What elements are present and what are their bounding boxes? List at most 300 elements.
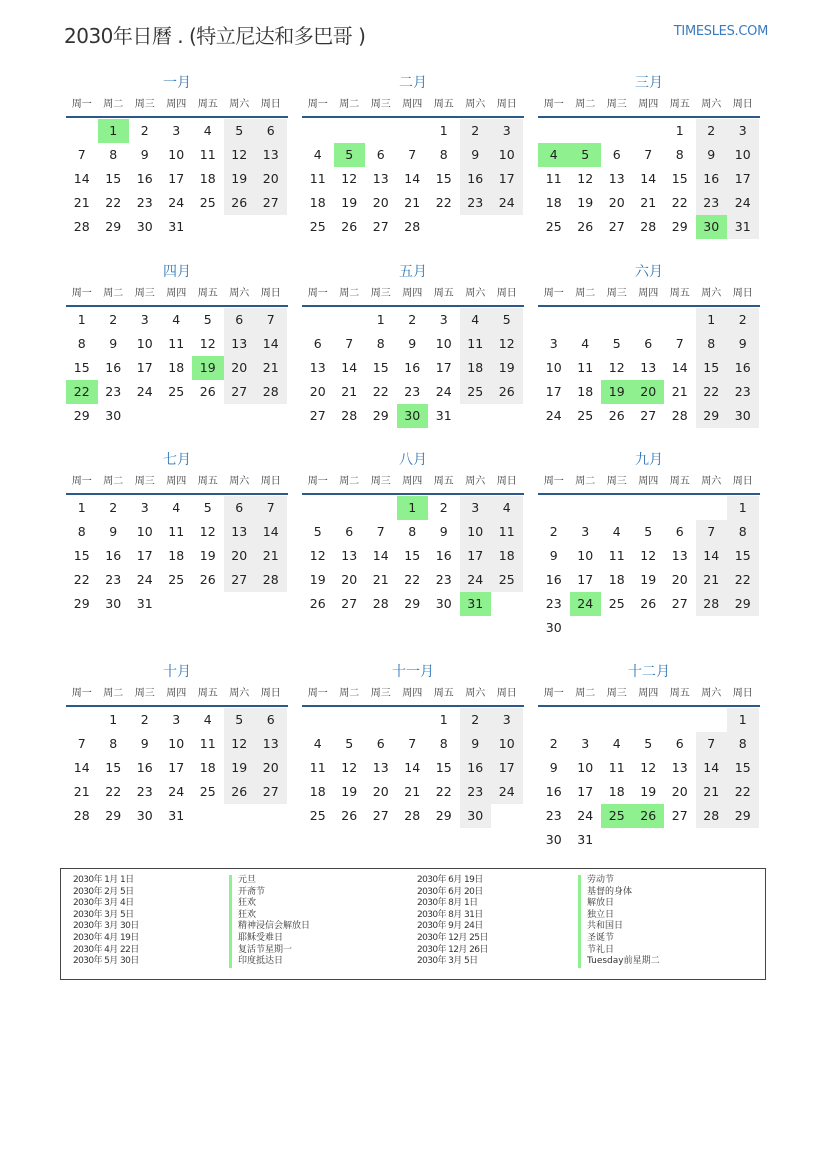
- day-cell[interactable]: 16: [545, 572, 562, 587]
- day-cell[interactable]: 8: [675, 147, 684, 162]
- day-cell[interactable]: 18: [309, 195, 326, 210]
- holiday-day-cell[interactable]: 30: [696, 215, 728, 239]
- holiday-day-cell[interactable]: 19: [601, 380, 633, 404]
- day-cell[interactable]: 30: [545, 832, 562, 847]
- day-cell[interactable]: 20: [341, 572, 358, 587]
- day-cell[interactable]: 21: [404, 195, 421, 210]
- day-cell[interactable]: 25: [309, 219, 326, 234]
- day-cell[interactable]: 4: [172, 500, 181, 515]
- day-cell[interactable]: 17: [435, 360, 452, 375]
- day-cell[interactable]: 30: [105, 596, 122, 611]
- day-cell[interactable]: 9: [109, 524, 118, 539]
- day-cell[interactable]: 21: [255, 544, 287, 568]
- day-cell[interactable]: 23: [727, 380, 759, 404]
- day-cell[interactable]: 12: [341, 760, 358, 775]
- day-cell[interactable]: 18: [577, 384, 594, 399]
- day-cell[interactable]: 9: [109, 336, 118, 351]
- day-cell[interactable]: 13: [372, 171, 389, 186]
- day-cell[interactable]: 24: [136, 384, 153, 399]
- day-cell[interactable]: 2: [460, 708, 492, 732]
- day-cell[interactable]: 10: [545, 360, 562, 375]
- day-cell[interactable]: 2: [460, 119, 492, 143]
- day-cell[interactable]: 24: [491, 780, 523, 804]
- day-cell[interactable]: 20: [372, 195, 389, 210]
- day-cell[interactable]: 5: [644, 524, 653, 539]
- day-cell[interactable]: 13: [224, 520, 256, 544]
- day-cell[interactable]: 7: [675, 336, 684, 351]
- day-cell[interactable]: 23: [105, 572, 122, 587]
- day-cell[interactable]: 12: [199, 524, 216, 539]
- day-cell[interactable]: 13: [608, 171, 625, 186]
- day-cell[interactable]: 30: [460, 804, 492, 828]
- day-cell[interactable]: 20: [309, 384, 326, 399]
- day-cell[interactable]: 20: [224, 356, 256, 380]
- day-cell[interactable]: 27: [255, 191, 287, 215]
- day-cell[interactable]: 6: [376, 736, 385, 751]
- day-cell[interactable]: 10: [168, 147, 185, 162]
- day-cell[interactable]: 3: [140, 312, 149, 327]
- day-cell[interactable]: 29: [105, 808, 122, 823]
- day-cell[interactable]: 18: [545, 195, 562, 210]
- day-cell[interactable]: 23: [460, 191, 492, 215]
- day-cell[interactable]: 19: [309, 572, 326, 587]
- day-cell[interactable]: 12: [640, 548, 657, 563]
- day-cell[interactable]: 31: [727, 215, 759, 239]
- day-cell[interactable]: 7: [376, 524, 385, 539]
- day-cell[interactable]: 15: [435, 760, 452, 775]
- day-cell[interactable]: 24: [727, 191, 759, 215]
- day-cell[interactable]: 3: [439, 312, 448, 327]
- day-cell[interactable]: 5: [644, 736, 653, 751]
- day-cell[interactable]: 31: [168, 219, 185, 234]
- day-cell[interactable]: 24: [168, 195, 185, 210]
- day-cell[interactable]: 15: [404, 548, 421, 563]
- day-cell[interactable]: 5: [224, 119, 256, 143]
- day-cell[interactable]: 13: [309, 360, 326, 375]
- day-cell[interactable]: 21: [255, 356, 287, 380]
- day-cell[interactable]: 15: [727, 756, 759, 780]
- day-cell[interactable]: 13: [341, 548, 358, 563]
- day-cell[interactable]: 16: [105, 548, 122, 563]
- day-cell[interactable]: 27: [640, 408, 657, 423]
- day-cell[interactable]: 16: [136, 171, 153, 186]
- day-cell[interactable]: 1: [109, 712, 118, 727]
- day-cell[interactable]: 20: [671, 572, 688, 587]
- day-cell[interactable]: 27: [608, 219, 625, 234]
- day-cell[interactable]: 28: [696, 592, 728, 616]
- day-cell[interactable]: 4: [203, 123, 212, 138]
- holiday-day-cell[interactable]: 5: [570, 143, 602, 167]
- day-cell[interactable]: 24: [168, 784, 185, 799]
- day-cell[interactable]: 17: [545, 384, 562, 399]
- day-cell[interactable]: 27: [224, 380, 256, 404]
- day-cell[interactable]: 21: [640, 195, 657, 210]
- day-cell[interactable]: 16: [460, 756, 492, 780]
- day-cell[interactable]: 28: [255, 568, 287, 592]
- day-cell[interactable]: 2: [727, 308, 759, 332]
- day-cell[interactable]: 29: [73, 408, 90, 423]
- day-cell[interactable]: 30: [136, 808, 153, 823]
- day-cell[interactable]: 14: [671, 360, 688, 375]
- day-cell[interactable]: 13: [372, 760, 389, 775]
- day-cell[interactable]: 28: [372, 596, 389, 611]
- day-cell[interactable]: 28: [73, 219, 90, 234]
- day-cell[interactable]: 25: [545, 219, 562, 234]
- day-cell[interactable]: 9: [696, 143, 728, 167]
- day-cell[interactable]: 4: [172, 312, 181, 327]
- day-cell[interactable]: 2: [549, 524, 558, 539]
- day-cell[interactable]: 10: [460, 520, 492, 544]
- holiday-day-cell[interactable]: 30: [397, 404, 429, 428]
- day-cell[interactable]: 3: [460, 496, 492, 520]
- day-cell[interactable]: 7: [644, 147, 653, 162]
- day-cell[interactable]: 1: [439, 123, 448, 138]
- day-cell[interactable]: 19: [640, 784, 657, 799]
- day-cell[interactable]: 10: [435, 336, 452, 351]
- day-cell[interactable]: 25: [168, 572, 185, 587]
- day-cell[interactable]: 6: [675, 524, 684, 539]
- day-cell[interactable]: 21: [73, 195, 90, 210]
- day-cell[interactable]: 18: [608, 784, 625, 799]
- day-cell[interactable]: 18: [168, 548, 185, 563]
- day-cell[interactable]: 17: [460, 544, 492, 568]
- day-cell[interactable]: 6: [255, 708, 287, 732]
- day-cell[interactable]: 11: [608, 548, 625, 563]
- day-cell[interactable]: 28: [671, 408, 688, 423]
- day-cell[interactable]: 28: [404, 808, 421, 823]
- day-cell[interactable]: 20: [372, 784, 389, 799]
- day-cell[interactable]: 14: [255, 520, 287, 544]
- day-cell[interactable]: 23: [136, 784, 153, 799]
- holiday-day-cell[interactable]: 26: [633, 804, 665, 828]
- day-cell[interactable]: 26: [199, 572, 216, 587]
- day-cell[interactable]: 10: [136, 336, 153, 351]
- day-cell[interactable]: 11: [491, 520, 523, 544]
- day-cell[interactable]: 25: [168, 384, 185, 399]
- day-cell[interactable]: 23: [460, 780, 492, 804]
- day-cell[interactable]: 16: [404, 360, 421, 375]
- day-cell[interactable]: 28: [73, 808, 90, 823]
- day-cell[interactable]: 15: [727, 544, 759, 568]
- day-cell[interactable]: 2: [140, 123, 149, 138]
- day-cell[interactable]: 4: [313, 147, 322, 162]
- day-cell[interactable]: 8: [727, 732, 759, 756]
- day-cell[interactable]: 27: [309, 408, 326, 423]
- day-cell[interactable]: 18: [608, 572, 625, 587]
- day-cell[interactable]: 26: [309, 596, 326, 611]
- day-cell[interactable]: 21: [372, 572, 389, 587]
- day-cell[interactable]: 18: [199, 760, 216, 775]
- day-cell[interactable]: 14: [255, 332, 287, 356]
- day-cell[interactable]: 6: [224, 308, 256, 332]
- day-cell[interactable]: 14: [372, 548, 389, 563]
- day-cell[interactable]: 21: [671, 384, 688, 399]
- day-cell[interactable]: 7: [255, 496, 287, 520]
- day-cell[interactable]: 2: [140, 712, 149, 727]
- day-cell[interactable]: 24: [460, 568, 492, 592]
- holiday-day-cell[interactable]: 31: [460, 592, 492, 616]
- day-cell[interactable]: 22: [435, 195, 452, 210]
- day-cell[interactable]: 27: [671, 596, 688, 611]
- day-cell[interactable]: 14: [404, 760, 421, 775]
- day-cell[interactable]: 12: [309, 548, 326, 563]
- day-cell[interactable]: 1: [727, 708, 759, 732]
- day-cell[interactable]: 3: [581, 736, 590, 751]
- day-cell[interactable]: 7: [696, 732, 728, 756]
- day-cell[interactable]: 9: [727, 332, 759, 356]
- day-cell[interactable]: 5: [203, 312, 212, 327]
- day-cell[interactable]: 17: [727, 167, 759, 191]
- holiday-day-cell[interactable]: 5: [334, 143, 366, 167]
- day-cell[interactable]: 28: [640, 219, 657, 234]
- day-cell[interactable]: 15: [105, 760, 122, 775]
- day-cell[interactable]: 21: [404, 784, 421, 799]
- day-cell[interactable]: 28: [255, 380, 287, 404]
- day-cell[interactable]: 22: [105, 195, 122, 210]
- day-cell[interactable]: 21: [696, 568, 728, 592]
- day-cell[interactable]: 21: [696, 780, 728, 804]
- day-cell[interactable]: 29: [105, 219, 122, 234]
- day-cell[interactable]: 17: [168, 760, 185, 775]
- day-cell[interactable]: 5: [612, 336, 621, 351]
- day-cell[interactable]: 27: [255, 780, 287, 804]
- day-cell[interactable]: 6: [255, 119, 287, 143]
- day-cell[interactable]: 5: [491, 308, 523, 332]
- day-cell[interactable]: 8: [109, 736, 118, 751]
- holiday-day-cell[interactable]: 25: [601, 804, 633, 828]
- day-cell[interactable]: 7: [77, 736, 86, 751]
- day-cell[interactable]: 7: [696, 520, 728, 544]
- day-cell[interactable]: 10: [168, 736, 185, 751]
- day-cell[interactable]: 1: [77, 312, 86, 327]
- day-cell[interactable]: 24: [136, 572, 153, 587]
- day-cell[interactable]: 6: [644, 336, 653, 351]
- day-cell[interactable]: 9: [140, 736, 149, 751]
- day-cell[interactable]: 1: [439, 712, 448, 727]
- day-cell[interactable]: 8: [727, 520, 759, 544]
- day-cell[interactable]: 8: [77, 336, 86, 351]
- day-cell[interactable]: 1: [696, 308, 728, 332]
- day-cell[interactable]: 29: [671, 219, 688, 234]
- holiday-day-cell[interactable]: 20: [633, 380, 665, 404]
- day-cell[interactable]: 4: [612, 524, 621, 539]
- day-cell[interactable]: 26: [577, 219, 594, 234]
- day-cell[interactable]: 16: [435, 548, 452, 563]
- day-cell[interactable]: 6: [376, 147, 385, 162]
- day-cell[interactable]: 15: [105, 171, 122, 186]
- day-cell[interactable]: 17: [577, 572, 594, 587]
- day-cell[interactable]: 6: [345, 524, 354, 539]
- day-cell[interactable]: 29: [727, 592, 759, 616]
- day-cell[interactable]: 8: [408, 524, 417, 539]
- day-cell[interactable]: 11: [577, 360, 594, 375]
- day-cell[interactable]: 11: [545, 171, 562, 186]
- day-cell[interactable]: 4: [581, 336, 590, 351]
- day-cell[interactable]: 19: [224, 756, 256, 780]
- day-cell[interactable]: 11: [199, 736, 216, 751]
- day-cell[interactable]: 12: [491, 332, 523, 356]
- day-cell[interactable]: 12: [199, 336, 216, 351]
- day-cell[interactable]: 31: [435, 408, 452, 423]
- day-cell[interactable]: 15: [73, 360, 90, 375]
- day-cell[interactable]: 17: [491, 167, 523, 191]
- day-cell[interactable]: 23: [545, 596, 562, 611]
- day-cell[interactable]: 23: [404, 384, 421, 399]
- day-cell[interactable]: 7: [255, 308, 287, 332]
- day-cell[interactable]: 20: [671, 784, 688, 799]
- day-cell[interactable]: 23: [696, 191, 728, 215]
- day-cell[interactable]: 10: [577, 548, 594, 563]
- day-cell[interactable]: 14: [696, 756, 728, 780]
- day-cell[interactable]: 21: [341, 384, 358, 399]
- day-cell[interactable]: 5: [203, 500, 212, 515]
- holiday-day-cell[interactable]: 4: [538, 143, 570, 167]
- day-cell[interactable]: 25: [491, 568, 523, 592]
- day-cell[interactable]: 8: [109, 147, 118, 162]
- day-cell[interactable]: 1: [376, 312, 385, 327]
- day-cell[interactable]: 22: [105, 784, 122, 799]
- day-cell[interactable]: 1: [727, 496, 759, 520]
- day-cell[interactable]: 18: [491, 544, 523, 568]
- day-cell[interactable]: 15: [73, 548, 90, 563]
- day-cell[interactable]: 2: [549, 736, 558, 751]
- day-cell[interactable]: 4: [491, 496, 523, 520]
- day-cell[interactable]: 7: [77, 147, 86, 162]
- day-cell[interactable]: 29: [372, 408, 389, 423]
- day-cell[interactable]: 30: [136, 219, 153, 234]
- day-cell[interactable]: 26: [640, 596, 657, 611]
- day-cell[interactable]: 9: [408, 336, 417, 351]
- day-cell[interactable]: 18: [168, 360, 185, 375]
- day-cell[interactable]: 22: [73, 572, 90, 587]
- day-cell[interactable]: 26: [224, 191, 256, 215]
- day-cell[interactable]: 13: [255, 143, 287, 167]
- day-cell[interactable]: 22: [671, 195, 688, 210]
- day-cell[interactable]: 17: [491, 756, 523, 780]
- day-cell[interactable]: 12: [640, 760, 657, 775]
- day-cell[interactable]: 16: [136, 760, 153, 775]
- day-cell[interactable]: 16: [545, 784, 562, 799]
- day-cell[interactable]: 6: [675, 736, 684, 751]
- day-cell[interactable]: 23: [545, 808, 562, 823]
- day-cell[interactable]: 27: [341, 596, 358, 611]
- day-cell[interactable]: 25: [460, 380, 492, 404]
- day-cell[interactable]: 27: [671, 808, 688, 823]
- day-cell[interactable]: 17: [168, 171, 185, 186]
- day-cell[interactable]: 10: [577, 760, 594, 775]
- day-cell[interactable]: 13: [255, 732, 287, 756]
- day-cell[interactable]: 28: [404, 219, 421, 234]
- day-cell[interactable]: 11: [309, 171, 326, 186]
- day-cell[interactable]: 25: [199, 195, 216, 210]
- day-cell[interactable]: 26: [491, 380, 523, 404]
- day-cell[interactable]: 16: [460, 167, 492, 191]
- day-cell[interactable]: 27: [372, 808, 389, 823]
- day-cell[interactable]: 3: [140, 500, 149, 515]
- day-cell[interactable]: 13: [224, 332, 256, 356]
- day-cell[interactable]: 19: [341, 784, 358, 799]
- holiday-day-cell[interactable]: 19: [192, 356, 224, 380]
- day-cell[interactable]: 16: [696, 167, 728, 191]
- day-cell[interactable]: 14: [341, 360, 358, 375]
- day-cell[interactable]: 9: [549, 760, 558, 775]
- day-cell[interactable]: 19: [577, 195, 594, 210]
- day-cell[interactable]: 30: [105, 408, 122, 423]
- day-cell[interactable]: 22: [372, 384, 389, 399]
- day-cell[interactable]: 31: [136, 596, 153, 611]
- day-cell[interactable]: 22: [404, 572, 421, 587]
- holiday-day-cell[interactable]: 24: [570, 592, 602, 616]
- day-cell[interactable]: 19: [640, 572, 657, 587]
- day-cell[interactable]: 2: [408, 312, 417, 327]
- day-cell[interactable]: 29: [696, 404, 728, 428]
- day-cell[interactable]: 4: [612, 736, 621, 751]
- day-cell[interactable]: 15: [372, 360, 389, 375]
- day-cell[interactable]: 4: [460, 308, 492, 332]
- day-cell[interactable]: 16: [727, 356, 759, 380]
- day-cell[interactable]: 25: [199, 784, 216, 799]
- day-cell[interactable]: 10: [727, 143, 759, 167]
- day-cell[interactable]: 12: [224, 732, 256, 756]
- day-cell[interactable]: 11: [168, 524, 185, 539]
- holiday-day-cell[interactable]: 1: [397, 496, 429, 520]
- day-cell[interactable]: 8: [376, 336, 385, 351]
- day-cell[interactable]: 14: [73, 760, 90, 775]
- day-cell[interactable]: 7: [408, 736, 417, 751]
- day-cell[interactable]: 12: [224, 143, 256, 167]
- day-cell[interactable]: 13: [640, 360, 657, 375]
- day-cell[interactable]: 17: [136, 548, 153, 563]
- day-cell[interactable]: 6: [224, 496, 256, 520]
- day-cell[interactable]: 13: [671, 760, 688, 775]
- day-cell[interactable]: 18: [309, 784, 326, 799]
- day-cell[interactable]: 2: [109, 500, 118, 515]
- day-cell[interactable]: 26: [224, 780, 256, 804]
- day-cell[interactable]: 11: [309, 760, 326, 775]
- day-cell[interactable]: 11: [608, 760, 625, 775]
- day-cell[interactable]: 22: [435, 784, 452, 799]
- day-cell[interactable]: 9: [549, 548, 558, 563]
- day-cell[interactable]: 23: [136, 195, 153, 210]
- day-cell[interactable]: 22: [727, 568, 759, 592]
- holiday-day-cell[interactable]: 1: [98, 119, 130, 143]
- day-cell[interactable]: 13: [671, 548, 688, 563]
- day-cell[interactable]: 11: [460, 332, 492, 356]
- day-cell[interactable]: 19: [341, 195, 358, 210]
- day-cell[interactable]: 10: [491, 732, 523, 756]
- day-cell[interactable]: 14: [404, 171, 421, 186]
- day-cell[interactable]: 23: [105, 384, 122, 399]
- day-cell[interactable]: 15: [696, 356, 728, 380]
- day-cell[interactable]: 20: [608, 195, 625, 210]
- day-cell[interactable]: 25: [608, 596, 625, 611]
- day-cell[interactable]: 29: [404, 596, 421, 611]
- day-cell[interactable]: 19: [199, 548, 216, 563]
- day-cell[interactable]: 20: [224, 544, 256, 568]
- day-cell[interactable]: 30: [435, 596, 452, 611]
- holiday-day-cell[interactable]: 22: [66, 380, 98, 404]
- day-cell[interactable]: 29: [727, 804, 759, 828]
- day-cell[interactable]: 18: [199, 171, 216, 186]
- day-cell[interactable]: 25: [577, 408, 594, 423]
- day-cell[interactable]: 6: [313, 336, 322, 351]
- day-cell[interactable]: 16: [105, 360, 122, 375]
- day-cell[interactable]: 5: [224, 708, 256, 732]
- day-cell[interactable]: 3: [172, 712, 181, 727]
- day-cell[interactable]: 5: [313, 524, 322, 539]
- day-cell[interactable]: 29: [435, 808, 452, 823]
- day-cell[interactable]: 28: [341, 408, 358, 423]
